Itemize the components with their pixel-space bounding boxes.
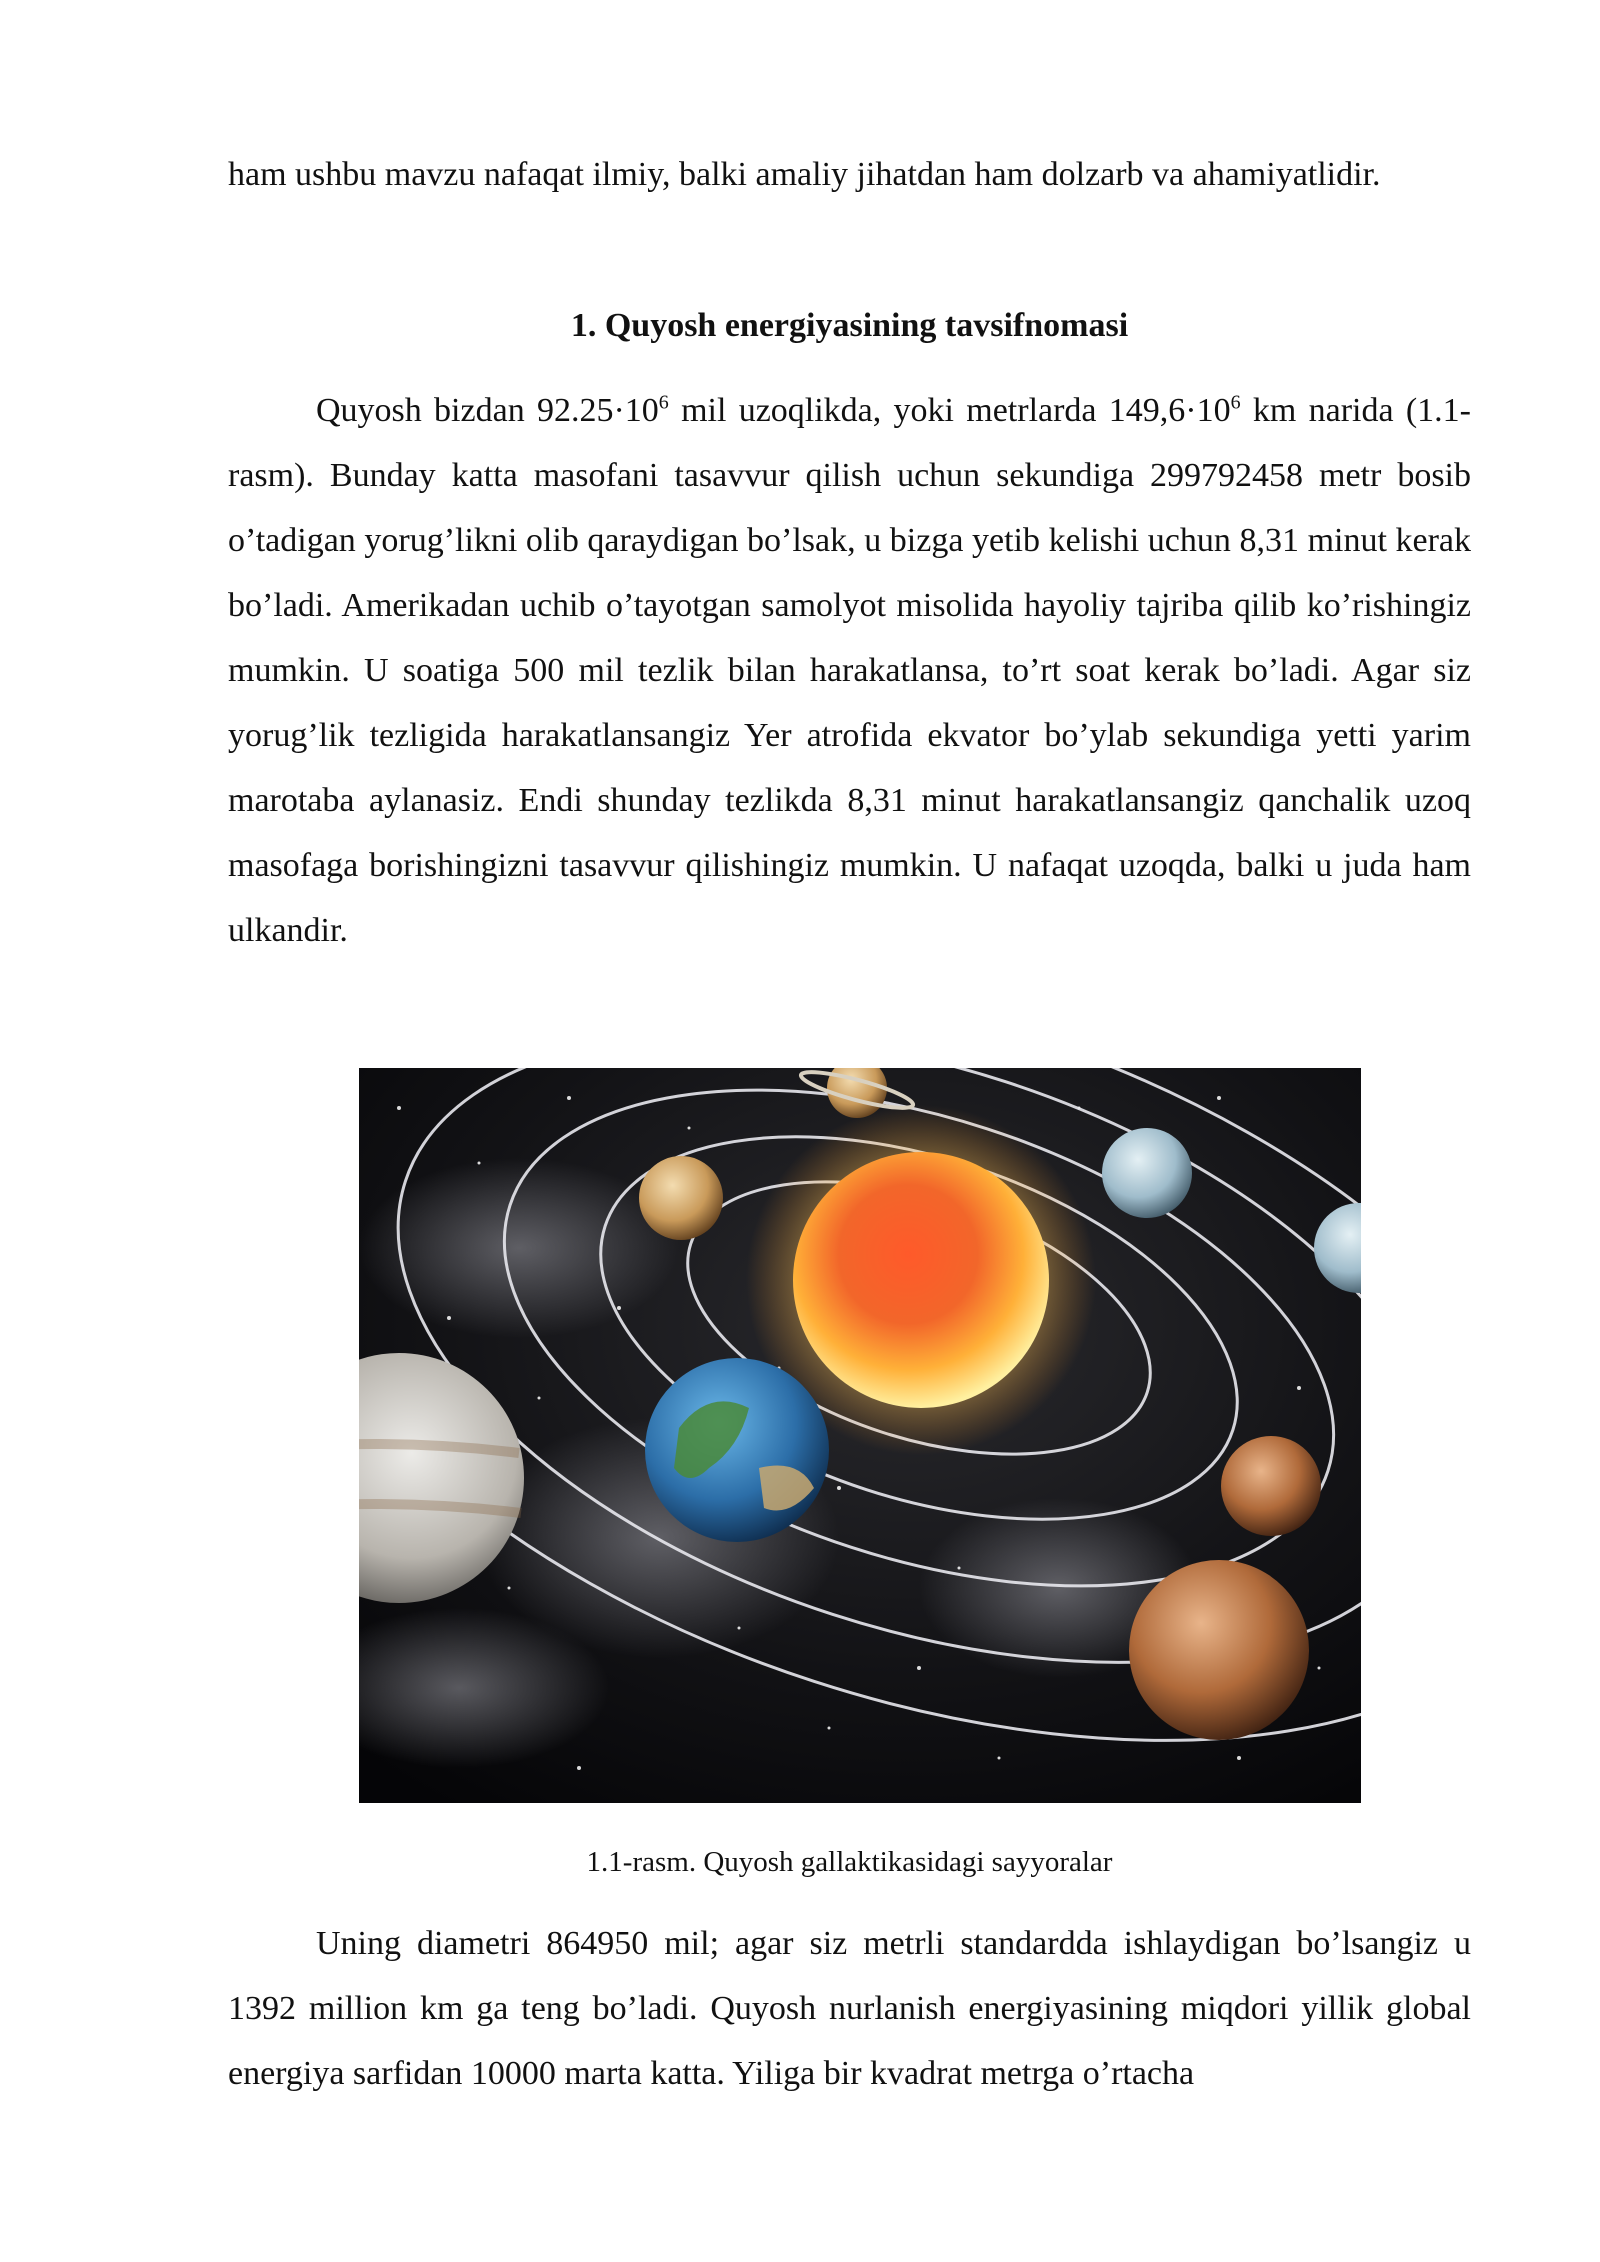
exponent-2: 6 — [1230, 391, 1241, 414]
paragraph-part-1: Quyosh bizdan 92.25·10 — [316, 392, 659, 429]
uranus — [1102, 1128, 1192, 1218]
sun — [793, 1152, 1049, 1408]
paragraph-sun-diameter: Uning diametri 864950 mil; agar siz metrli standardda ishlaydigan bo’lsangiz u 1392 million km ga teng bo’ladi. Quyosh nurlanish energiyasining miqdori yillik global energiya sarfidan 10000 marta katta. Yiliga bir kvadrat metrga o’rtacha — [228, 1925, 1471, 2092]
paragraph-intro: ham ushbu mavzu nafaqat ilmiy, balki amaliy jihatdan ham dolzarb va ahamiyatlidir. — [228, 156, 1381, 193]
figure-caption: 1.1-rasm. Quyosh gallaktikasidagi sayyoralar — [586, 1846, 1113, 1878]
paragraph-sun-distance — [228, 378, 1471, 963]
earth — [645, 1358, 829, 1542]
exponent-1: 6 — [658, 391, 669, 414]
venus — [1221, 1436, 1321, 1536]
solar-system-figure — [359, 1068, 1361, 1803]
document-page — [228, 0, 1471, 2262]
solar-system-illustration — [359, 1068, 1361, 1803]
section-heading: 1. Quyosh energiyasining tavsifnomasi — [570, 307, 1129, 344]
paragraph-part-2: mil uzoqlikda, yoki metrlarda 149,6·10 — [668, 392, 1231, 429]
mars — [1129, 1560, 1309, 1740]
mercury — [639, 1156, 723, 1240]
paragraph-part-3: km narida (1.1-rasm). Bunday katta masofani tasavvur qilish uchun sekundiga 299792458 metr bosib o’tadigan yorug’likni olib qaraydigan bo’lsak, u bizga yetib kelishi uchun 8,31 minut kerak bo’ladi. Amerikadan uchib o’tayotgan samolyot misolida hayoliy tajriba qilib ko’rishingiz mumkin. U soatiga 500 mil tezlik bilan harakatlansa, to’rt soat kerak bo’ladi. Agar siz yorug’lik tezligida harakatlansangiz Yer atrofida ekvator bo’ylab sekundiga yetti yarim marotaba aylanasiz. Endi shunday tezlikda 8,31 minut harakatlansangiz qanchalik uzoq masofaga borishingizni tasavvur qilishingiz mumkin. U nafaqat uzoqda, balki u juda ham ulkandir. — [228, 392, 1471, 949]
